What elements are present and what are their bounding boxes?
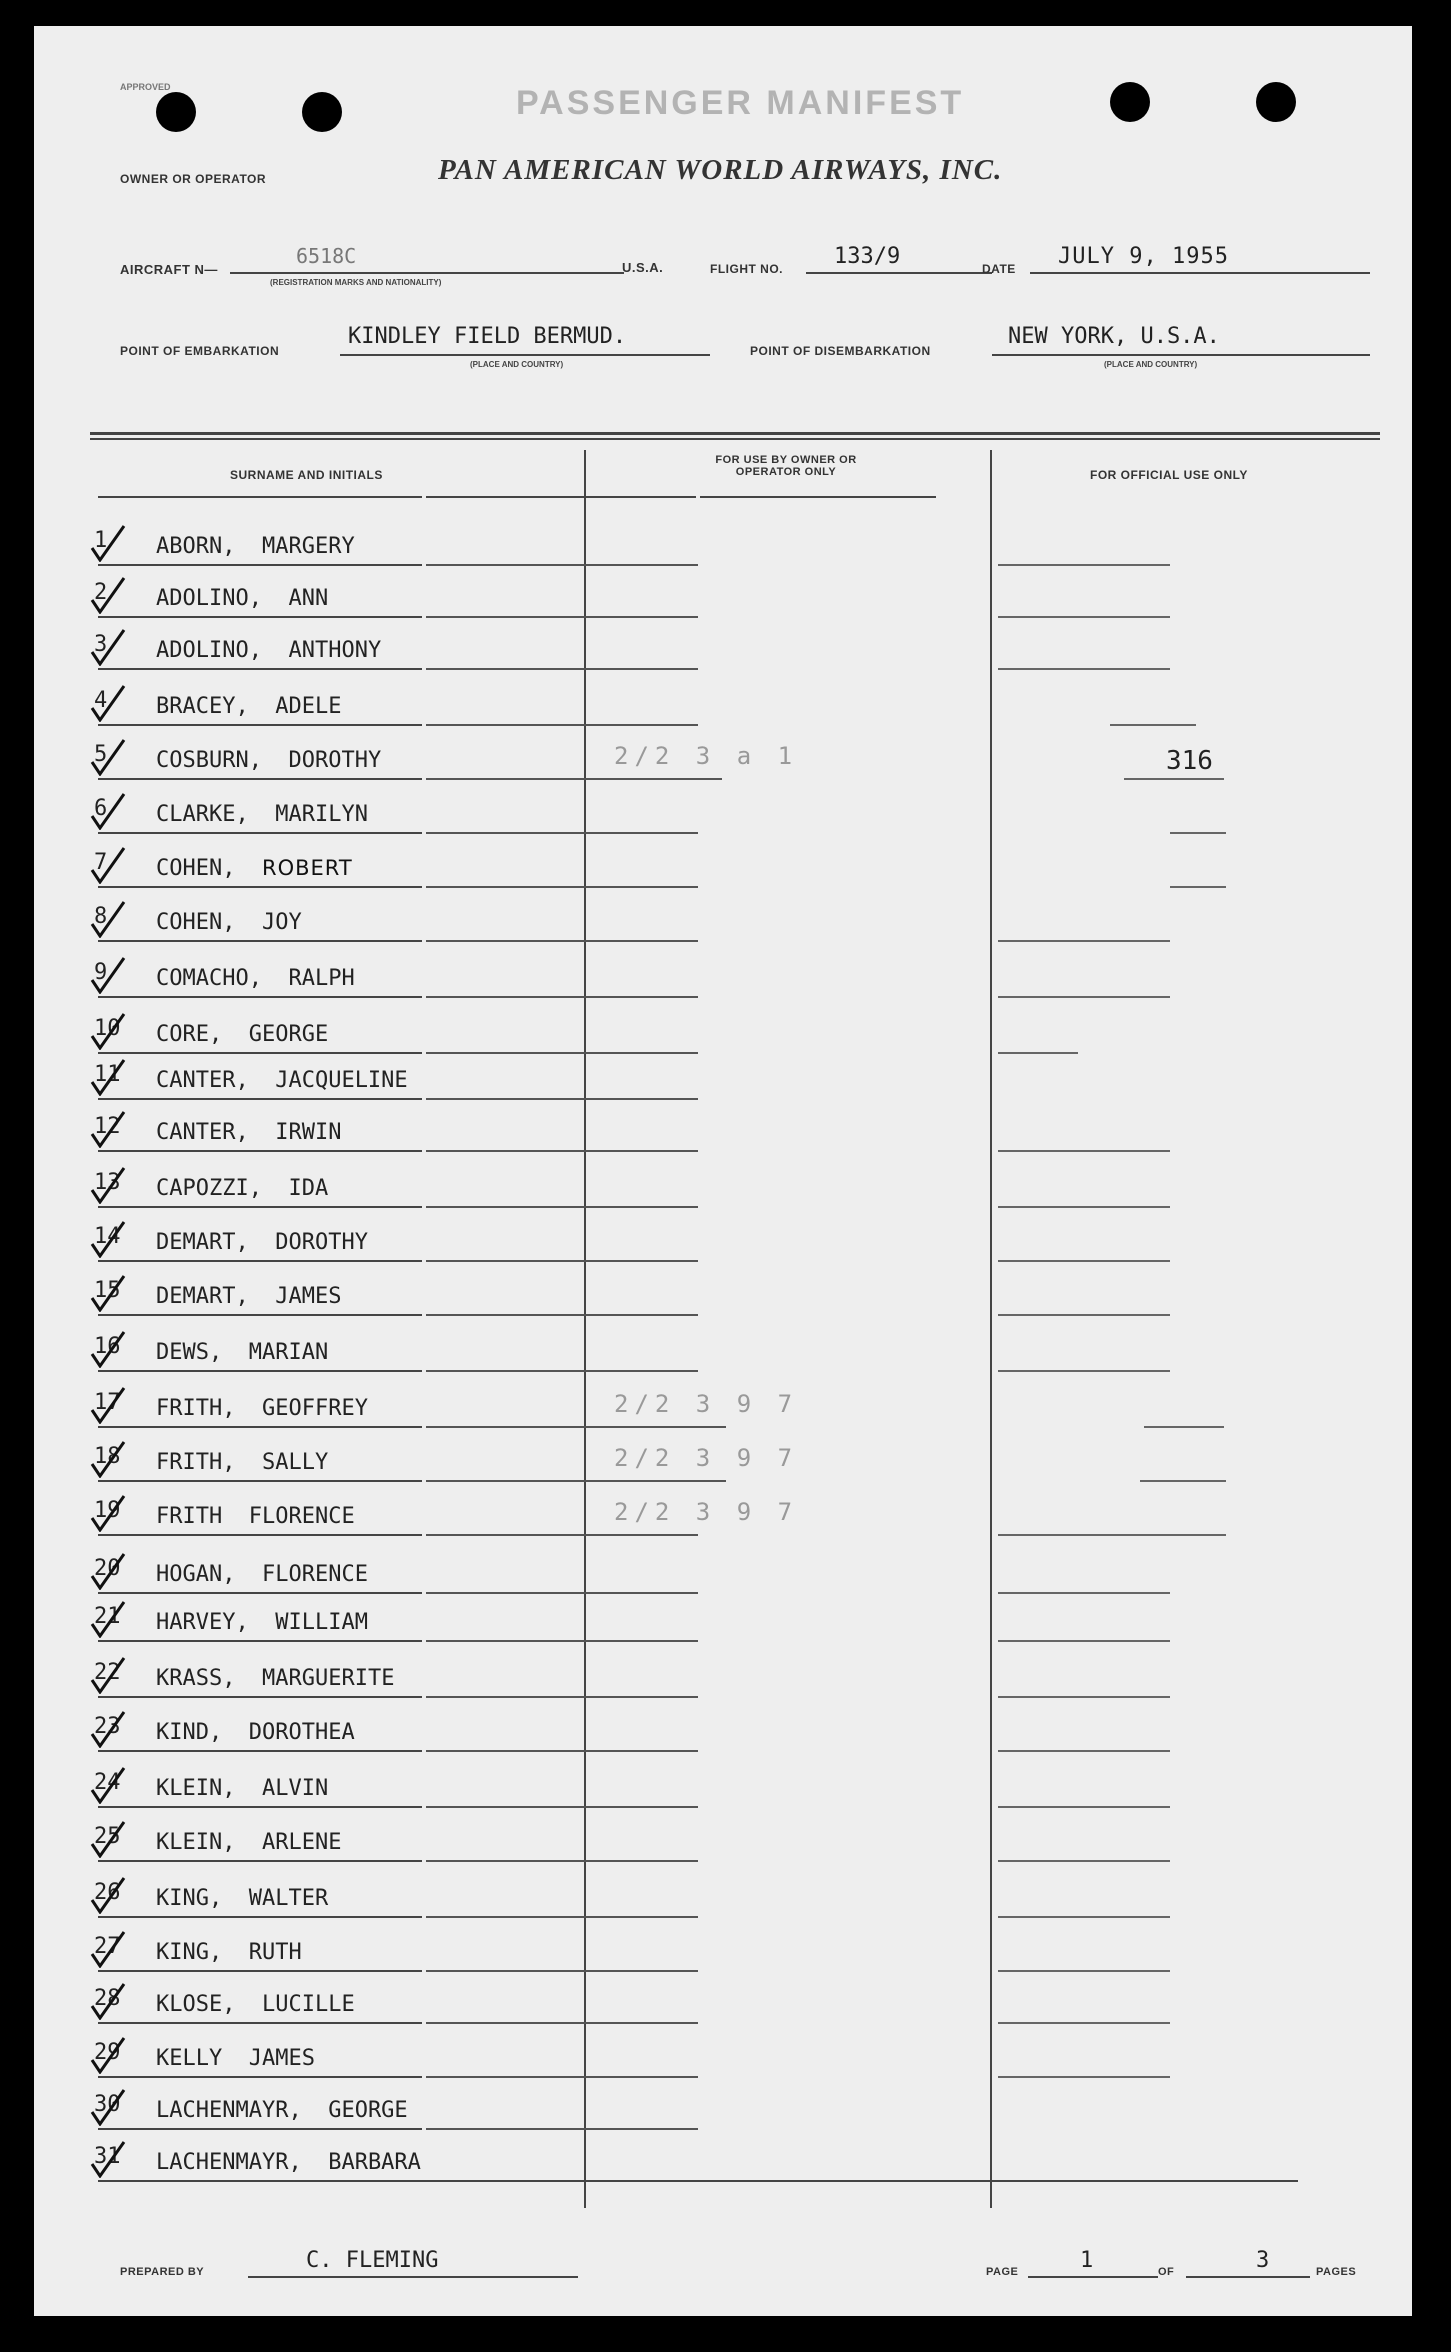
date-value: JULY 9, 1955 [1058, 244, 1229, 269]
check-mark-icon [90, 1654, 130, 1694]
row-number: 27 [90, 1928, 130, 1968]
page-value: 1 [1080, 2248, 1094, 2273]
punch-hole [1256, 82, 1296, 122]
row-number: 17 [90, 1384, 130, 1424]
manifest-page [34, 26, 1412, 2316]
passenger-name: CORE, GEORGE [156, 1022, 329, 1047]
passenger-name: COMACHO, RALPH [156, 966, 355, 991]
check-mark-icon [90, 1764, 130, 1804]
row-number: 10 [90, 1010, 130, 1050]
row-number: 7 [90, 844, 130, 884]
row-number: 3 [90, 626, 130, 666]
company-name: PAN AMERICAN WORLD AIRWAYS, INC. [438, 154, 1003, 186]
table-top-rule [90, 432, 1380, 435]
passenger-row [34, 1106, 1412, 1158]
table-top-rule-2 [90, 438, 1380, 440]
check-mark-icon [90, 2086, 130, 2126]
embarkation-value: KINDLEY FIELD BERMUD. [348, 324, 627, 349]
embarkation-underline [340, 354, 710, 356]
owner-note: 2/2 3 9 7 [614, 1444, 799, 1472]
check-mark-icon [90, 626, 130, 666]
row-number: 24 [90, 1764, 130, 1804]
punch-hole [1110, 82, 1150, 122]
passenger-row [34, 1762, 1412, 1814]
passenger-row [34, 1162, 1412, 1214]
aircraft-label: AIRCRAFT N— [120, 262, 218, 277]
passenger-row [34, 1872, 1412, 1924]
passenger-row [34, 1548, 1412, 1600]
header-underline-official [700, 496, 936, 498]
passenger-row [34, 1270, 1412, 1322]
passenger-name: FRITH, SALLY [156, 1450, 329, 1475]
prepared-by-underline [248, 2276, 578, 2278]
row-number: 26 [90, 1874, 130, 1914]
row-number: 22 [90, 1654, 130, 1694]
column-header-owner: FOR USE BY OWNER OR OPERATOR ONLY [715, 454, 857, 478]
passenger-name: COHEN, JOY [156, 910, 302, 935]
row-number: 28 [90, 1980, 130, 2020]
passenger-row [34, 520, 1412, 572]
row-number: 19 [90, 1492, 130, 1532]
passenger-row [34, 624, 1412, 676]
check-mark-icon [90, 736, 130, 776]
header-underline-name [98, 496, 422, 498]
embarkation-label: POINT OF EMBARKATION [120, 344, 280, 358]
page-label: PAGE [986, 2266, 1019, 2278]
passenger-name: ADOLINO, ANN [156, 586, 329, 611]
row-number: 31 [90, 2138, 130, 2178]
date-label: DATE [982, 262, 1016, 276]
row-number: 5 [90, 736, 130, 776]
passenger-name: KELLY JAMES [156, 2046, 315, 2071]
passenger-name: BRACEY, ADELE [156, 694, 342, 719]
passenger-row [34, 1008, 1412, 1060]
check-mark-icon [90, 1108, 130, 1148]
of-label: OF [1158, 2266, 1175, 2278]
column-header-name: SURNAME AND INITIALS [230, 468, 383, 482]
passenger-name: ABORN, MARGERY [156, 534, 355, 559]
passenger-name: COHEN, ROBERT [156, 856, 353, 881]
check-mark-icon [90, 1218, 130, 1258]
row-number: 12 [90, 1108, 130, 1148]
pages-label: PAGES [1316, 2266, 1357, 2278]
passenger-row [34, 2136, 1412, 2188]
passenger-name: DEMART, DOROTHY [156, 1230, 368, 1255]
of-value: 3 [1256, 2248, 1270, 2273]
check-mark-icon [90, 1056, 130, 1096]
row-number: 29 [90, 2034, 130, 2074]
page-underline [1028, 2276, 1158, 2278]
passenger-name: KLOSE, LUCILLE [156, 1992, 355, 2017]
disembarkation-value: NEW YORK, U.S.A. [1008, 324, 1220, 349]
check-mark-icon [90, 954, 130, 994]
check-mark-icon [90, 574, 130, 614]
passenger-name: CAPOZZI, IDA [156, 1176, 329, 1201]
passenger-row [34, 1436, 1412, 1488]
passenger-name: KRASS, MARGUERITE [156, 1666, 395, 1691]
passenger-name: KLEIN, ALVIN [156, 1776, 329, 1801]
passenger-row [34, 572, 1412, 624]
prepared-by-label: PREPARED BY [120, 2266, 205, 2278]
flight-value: 133/9 [834, 244, 901, 269]
flight-label: FLIGHT NO. [710, 262, 783, 276]
row-number: 13 [90, 1164, 130, 1204]
passenger-name: LACHENMAYR, BARBARA [156, 2150, 421, 2175]
passenger-row [34, 2084, 1412, 2136]
check-mark-icon [90, 522, 130, 562]
row-number: 4 [90, 682, 130, 722]
usa-label: U.S.A. [622, 260, 664, 275]
check-mark-icon [90, 844, 130, 884]
check-mark-icon [90, 1598, 130, 1638]
owner-note: 2/2 3 9 7 [614, 1498, 799, 1526]
passenger-row [34, 1596, 1412, 1648]
passenger-name: KING, RUTH [156, 1940, 302, 1965]
punch-hole [156, 92, 196, 132]
official-entry: 316 [1166, 746, 1213, 776]
passenger-name: CANTER, IRWIN [156, 1120, 342, 1145]
passenger-name: HOGAN, FLORENCE [156, 1562, 368, 1587]
prepared-by-value: C. FLEMING [306, 2248, 439, 2273]
punch-hole [302, 92, 342, 132]
check-mark-icon [90, 1708, 130, 1748]
passenger-row [34, 1490, 1412, 1542]
passenger-row [34, 1216, 1412, 1268]
passenger-name: KLEIN, ARLENE [156, 1830, 342, 1855]
passenger-name: ADOLINO, ANTHONY [156, 638, 382, 663]
passenger-name: HARVEY, WILLIAM [156, 1610, 368, 1635]
disembarkation-label: POINT OF DISEMBARKATION [750, 344, 931, 358]
row-number: 8 [90, 898, 130, 938]
check-mark-icon [90, 1818, 130, 1858]
row-number: 9 [90, 954, 130, 994]
passenger-name: COSBURN, DOROTHY [156, 748, 382, 773]
row-number: 30 [90, 2086, 130, 2126]
row-number: 16 [90, 1328, 130, 1368]
check-mark-icon [90, 2034, 130, 2074]
row-number: 14 [90, 1218, 130, 1258]
owner-label: OWNER OR OPERATOR [120, 172, 267, 186]
passenger-row [34, 1054, 1412, 1106]
check-mark-icon [90, 1272, 130, 1312]
passenger-row [34, 734, 1412, 786]
column-header-official: FOR OFFICIAL USE ONLY [1090, 468, 1248, 482]
passenger-row [34, 1706, 1412, 1758]
passenger-name: KING, WALTER [156, 1886, 329, 1911]
passenger-row [34, 1816, 1412, 1868]
row-number: 25 [90, 1818, 130, 1858]
passenger-name: FRITH, GEOFFREY [156, 1396, 368, 1421]
owner-note: 2/2 3 9 7 [614, 1390, 799, 1418]
passenger-row [34, 680, 1412, 732]
page-title: PASSENGER MANIFEST [516, 84, 965, 122]
row-number: 2 [90, 574, 130, 614]
aircraft-underline [230, 272, 624, 274]
row-number: 11 [90, 1056, 130, 1096]
check-mark-icon [90, 1438, 130, 1478]
check-mark-icon [90, 682, 130, 722]
row-number: 6 [90, 790, 130, 830]
check-mark-icon [90, 1328, 130, 1368]
passenger-name: CANTER, JACQUELINE [156, 1068, 408, 1093]
row-number: 21 [90, 1598, 130, 1638]
passenger-row [34, 1926, 1412, 1978]
check-mark-icon [90, 1384, 130, 1424]
row-number: 23 [90, 1708, 130, 1748]
date-underline [1030, 272, 1370, 274]
check-mark-icon [90, 1928, 130, 1968]
passenger-name: FRITH FLORENCE [156, 1504, 355, 1529]
disembarkation-sub-label: (PLACE AND COUNTRY) [1104, 360, 1198, 369]
check-mark-icon [90, 2138, 130, 2178]
row-number: 18 [90, 1438, 130, 1478]
passenger-row [34, 952, 1412, 1004]
passenger-row [34, 1652, 1412, 1704]
passenger-name: KIND, DOROTHEA [156, 1720, 355, 1745]
aircraft-value: 6518C [296, 244, 357, 268]
check-mark-icon [90, 790, 130, 830]
passenger-row [34, 788, 1412, 840]
header-underline-owner [426, 496, 696, 498]
passenger-row [34, 842, 1412, 894]
passenger-name: DEWS, MARIAN [156, 1340, 329, 1365]
disembarkation-underline [992, 354, 1370, 356]
flight-underline [806, 272, 992, 274]
aircraft-sub-label: (REGISTRATION MARKS AND NATIONALITY) [270, 278, 442, 287]
of-underline [1186, 2276, 1310, 2278]
check-mark-icon [90, 1010, 130, 1050]
check-mark-icon [90, 1164, 130, 1204]
passenger-name: LACHENMAYR, GEORGE [156, 2098, 408, 2123]
passenger-row [34, 1326, 1412, 1378]
embarkation-sub-label: (PLACE AND COUNTRY) [470, 360, 564, 369]
check-mark-icon [90, 1550, 130, 1590]
passenger-row [34, 896, 1412, 948]
check-mark-icon [90, 898, 130, 938]
passenger-name: DEMART, JAMES [156, 1284, 342, 1309]
row-number: 1 [90, 522, 130, 562]
check-mark-icon [90, 1980, 130, 2020]
owner-note: 2/2 3 a 1 [614, 742, 799, 770]
row-number: 20 [90, 1550, 130, 1590]
passenger-row [34, 1978, 1412, 2030]
check-mark-icon [90, 1492, 130, 1532]
check-mark-icon [90, 1874, 130, 1914]
passenger-row [34, 1382, 1412, 1434]
passenger-name: CLARKE, MARILYN [156, 802, 368, 827]
passenger-row [34, 2032, 1412, 2084]
approval-stamp: APPROVED [120, 82, 171, 92]
row-number: 15 [90, 1272, 130, 1312]
